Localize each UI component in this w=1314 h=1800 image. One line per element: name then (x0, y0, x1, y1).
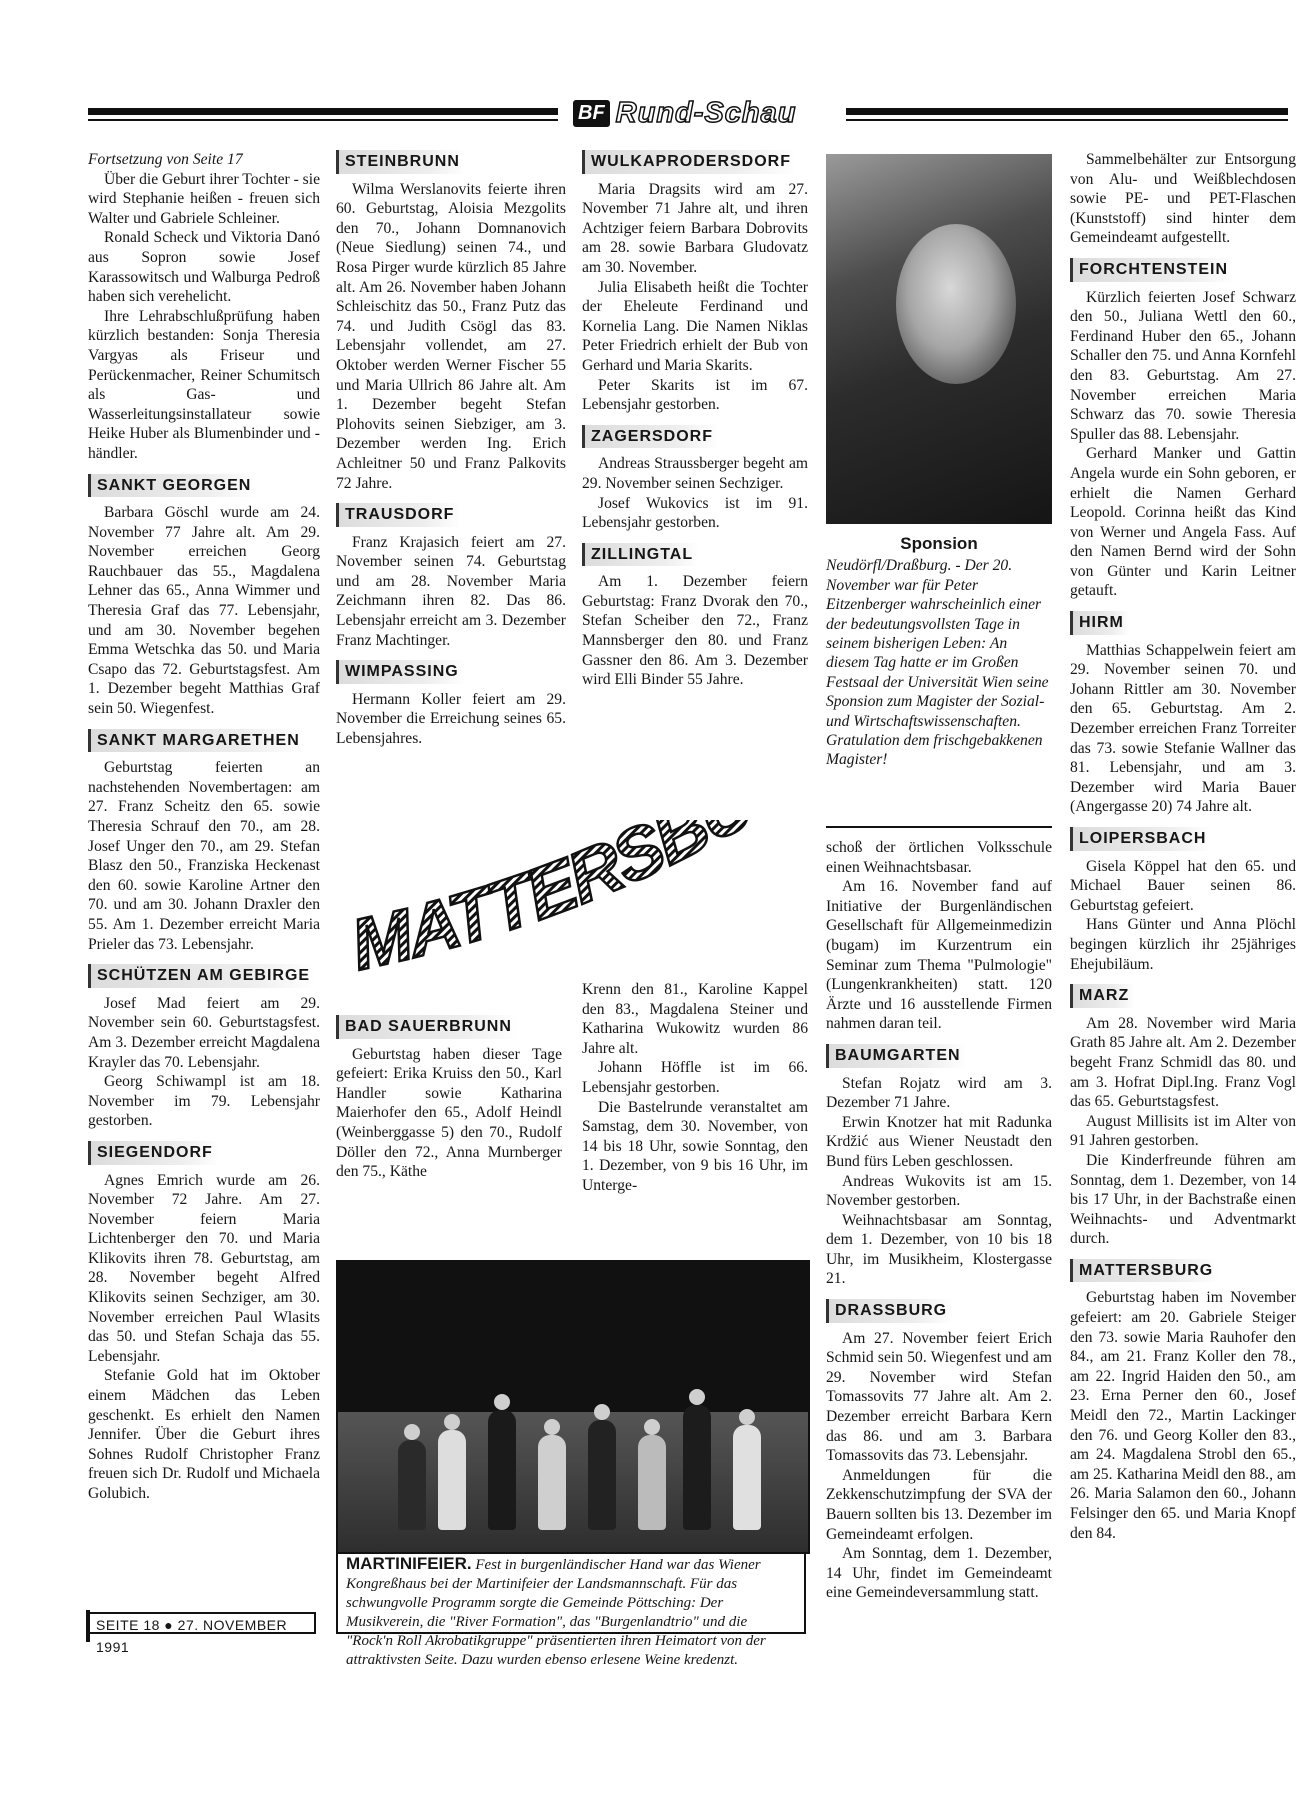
martinifeier-photo (336, 1260, 810, 1554)
article-paragraph: Am 1. Dezember feiern Geburtstag: Franz Dvorak den 70., Stefan Scheiber den 72., Franz Mannsberger den 80. und Franz Gassner den 86. Am 3. Dezember wird Elli Binder 55 Jahre. (582, 573, 808, 689)
caption-title: MARTINIFEIER. (346, 1554, 472, 1573)
article-paragraph: Geburtstag haben im November gefeiert: am 20. Gabriele Steiger den 73. sowie Maria Rauhofer den 84., am 21. Franz Koller den 78., am 22. Ingrid Haiden den 50., am 23. Erna Perner den 60., Josef Meidl den 72., Martin Lackinger den 76. und Georg Koller den 83., am 24. Magdalena Strobl den 65., am 25. Katharina Meidl den 88., am 26. Maria Salamon den 60., Johann Felsinger den 65. und Maria Knopf den 84. (1070, 1289, 1296, 1542)
section-heading: FORCHTENSTEIN (1070, 258, 1234, 282)
rundschau-logo (573, 96, 796, 130)
bf-logo: BF (573, 100, 610, 127)
section-heading: STEINBRUNN (336, 150, 466, 174)
section-heading: DRASSBURG (826, 1299, 953, 1323)
article-paragraph: Josef Wukovics ist im 91. Lebensjahr gestorben. (582, 494, 808, 532)
portrait-photo (826, 154, 1052, 524)
divider-rule (826, 826, 1052, 828)
photo-caption (336, 1552, 806, 1668)
dancer-figure (438, 1430, 466, 1530)
article-paragraph: Julia Elisabeth heißt die Tochter der Eheleute Ferdinand und Kornelia Lang. Die Namen Niklas Peter Friedrich erhielt der Bub von Gerhard und Maria Skarits. (582, 278, 808, 374)
article-paragraph: Barbara Göschl wurde am 24. November 77 Jahre alt. Am 29. November erreichen Georg Rauchbauer das 55., Magdalena Lehner das 65., Anna Wimmer und Theresia Graf das 77. Lebensjahr, und am 30. November begehen Emma Wetschka das 50. und Maria Csapo das 72. Geburtstagsfest. Am 1. Dezember begeht Matthias Graf sein 50. Wiegenfest. (88, 504, 320, 718)
article-paragraph: Am 27. November feiert Erich Schmid sein 50. Wiegenfest und am 29. November wird Stefan Tomassovits 77 Jahre alt. Am 2. Dezember erreicht Barbara Kern das 86. und am 3. Barbara Tomassovits das 73. Lebensjahr. (826, 1329, 1052, 1465)
article-paragraph: Johann Höffle ist im 66. Lebensjahr gestorben. (582, 1059, 808, 1096)
article-paragraph: Gisela Köppel hat den 65. und Michael Bauer seinen 86. Geburtstag gefeiert. (1070, 857, 1296, 914)
mattersburg-banner (338, 820, 758, 1000)
section-heading: BAUMGARTEN (826, 1044, 967, 1068)
section-heading: ZAGERSDORF (582, 425, 719, 449)
dancer-figure (683, 1405, 711, 1530)
article-paragraph: Wilma Werslanovits feierte ihren 60. Geburtstag, Aloisia Mezgolits den 70., Johann Domnanovich (Neue Siedlung) seinen 74., und Rosa Pirger wurde kürzlich 85 Jahre alt. Am 26. November haben Johann Schleischitz das 50., Franz Putz das 74. und Judith Csögl das 83. Lebensjahr vollendet, am 27. Oktober werden Werner Fischer 55 und Maria Ullrich 86 Jahre alt. Am 1. Dezember begeht Stefan Plohovits seinen Siebziger, am 3. Dezember werden Ing. Erich Achleitner 50 und Franz Palkovits 72 Jahre. (336, 180, 566, 492)
article-paragraph: Anmeldungen für die Zekkenschutzimpfung der SVA der Bauern sollten bis 13. Dezember im Gemeindeamt erfolgen. (826, 1466, 1052, 1543)
sponsion-title: Sponsion (900, 534, 978, 553)
section-heading: SANKT MARGARETHEN (88, 729, 306, 753)
dancer-figure (488, 1410, 516, 1530)
dancer-figure (588, 1420, 616, 1530)
article-paragraph: Ihre Lehrabschlußprüfung haben kürzlich bestanden: Sonja Theresia Vargyas als Friseur und Perückenmacher, Reiner Schumitsch als Gas- und Wasserleitungsinstallateur sowie Heike Huber als Blumenbinder und -händler. (88, 307, 320, 462)
article-paragraph: Sammelbehälter zur Entsorgung von Alu- und Weißblechdosen sowie PE- und PET-Flaschen (Kunststoff) sind hinter dem Gemeindeamt aufgestellt. (1070, 151, 1296, 247)
article-paragraph: Josef Mad feiert am 29. November sein 60. Geburtstagsfest. Am 3. Dezember erreicht Magdalena Krayler das 70. Lebensjahr. (88, 994, 320, 1071)
section-heading: BAD SAUERBRUNN (336, 1015, 518, 1039)
column-3 (582, 150, 808, 690)
article-paragraph: Krenn den 81., Karoline Kappel den 83., Magdalena Steiner und Katharina Wukowitz wurden 86 Jahre alt. (582, 981, 808, 1057)
section-heading: HIRM (1070, 611, 1130, 635)
column-bad-sauerbrunn-2 (582, 980, 808, 1196)
dancer-figure (638, 1435, 666, 1530)
article-paragraph: Kürzlich feierten Josef Schwarz den 50., Juliana Wettl den 60., Ferdinand Huber den 65., Johann Schaller den 75. und Anna Kornfehl den 83. Geburtstag. Am 27. November erreichen Maria Schwarz das 70. sowie Theresia Spuller das 88. Lebensjahr. (1070, 288, 1296, 443)
article-paragraph: Die Bastelrunde veranstaltet am Samstag, dem 30. November, von 14 bis 18 Uhr, sowie Sonntag, den 1. Dezember, von 9 bis 16 Uhr, im Unterge- (582, 1098, 808, 1194)
article-paragraph: Hermann Koller feiert am 29. November die Erreichung seines 65. Lebensjahres. (336, 690, 566, 748)
article-paragraph: Geburtstag feierten an nachstehenden Novembertagen: am 27. Franz Scheitz den 65. sowie Theresia Schrauf den 70., am 28. Josef Unger den 70., am 29. Stefan Blasz den 50., Franziska Heckenast den 60. sowie Karoline Artner den 70. und am 30. Johann Draxler den 55. Am 1. Dezember erreicht Maria Prieler das 73. Lebensjahr. (88, 759, 320, 953)
article-paragraph: Erwin Knotzer hat mit Radunka Krdžić aus Wiener Neustadt den Bund fürs Leben geschlossen. (826, 1113, 1052, 1170)
header-rule-right (846, 108, 1288, 115)
section-heading: TRAUSDORF (336, 503, 460, 527)
section-heading: WULKAPRODERSDORF (582, 150, 797, 174)
article-paragraph: schoß der örtlichen Volksschule einen Weihnachtsbasar. (826, 839, 1052, 876)
column-1 (88, 150, 320, 1504)
mattersburg-banner-text: MATTERSB (344, 820, 721, 986)
article-paragraph: Ronald Scheck und Viktoria Danó aus Sopron sowie Josef Karassowitsch und Walburga Pedroß haben sich verehelicht. (88, 229, 320, 306)
continued-note: Fortsetzung von Seite 17 (88, 151, 243, 168)
caption-text: Fest in burgenländischer Hand war das Wiener Kongreßhaus bei der Martinifeier der Landsmannschaft. Für das schwungvolle Programm sorgte die Gemeinde Pöttsching: Der Musikverein, die "River Formation", das "Burgenlandtrio" und die "Rock'n Roll Akrobatikgruppe" präsentierten ihren Heimatort von der attraktivsten Seite. Dazu wurden ebenso erlesene Weine kredenzt. (346, 1557, 766, 1668)
article-paragraph: Gerhard Manker und Gattin Angela wurde ein Sohn geboren, er erhielt die Namen Gerhard Leopold. Corinna heißt das Kind von Werner und Angela Fass. Auf den Namen Bernd wird der Sohn von Günter und Karin Leitner getauft. (1070, 445, 1296, 600)
article-paragraph: Maria Dragsits wird am 27. November 71 Jahre alt, und ihren Achtziger feiern Barbara Dobrovits am 28. sowie Barbara Gludovatz am 30. November. (582, 180, 808, 276)
article-paragraph: Peter Skarits ist im 67. Lebensjahr gestorben. (582, 376, 808, 414)
page-footer: SEITE 18 ● 27. NOVEMBER 1991 (88, 1612, 316, 1634)
column-5 (1070, 150, 1296, 1543)
section-heading: LOIPERSBACH (1070, 827, 1212, 851)
section-heading: MATTERSBURG (1070, 1259, 1219, 1283)
article-paragraph: Die Kinderfreunde führen am Sonntag, dem 1. Dezember, von 14 bis 17 Uhr, in der Bachstraße einen Weihnachts- und Adventmarkt durch. (1070, 1151, 1296, 1248)
section-title: Rund-Schau (615, 96, 797, 129)
column-2 (336, 150, 566, 749)
article-paragraph: Über die Geburt ihrer Tochter - sie wird Stephanie heißen - freuen sich Walter und Gabriele Schleiner. (88, 170, 320, 227)
article-paragraph: Weihnachtsbasar am Sonntag, dem 1. Dezember, von 10 bis 18 Uhr, im Musikheim, Klostergasse 21. (826, 1211, 1052, 1288)
article-paragraph: Agnes Emrich wurde am 26. November 72 Jahre. Am 27. November feiern Maria Lichtenberger den 70. und Maria Klikovits ihren 78. Geburtstag, am 28. November begeht Alfred Klikovits seinen Sechziger, am 30. November erreichen Paul Wlasits das 50. und Stefan Schaja das 55. Lebensjahr. (88, 1171, 320, 1365)
sponsion-caption (826, 534, 1052, 770)
article-paragraph: August Millisits ist im Alter von 91 Jahren gestorben. (1070, 1112, 1296, 1150)
article-paragraph: Franz Krajasich feiert am 27. November seinen 74. Geburtstag und am 28. November Maria Zeichmann ihren 82. Das 86. Lebensjahr erreicht am 3. Dezember Franz Machtinger. (336, 533, 566, 649)
column-4 (826, 838, 1052, 1603)
article-paragraph: Stefanie Gold hat im Oktober einem Mädchen das Leben geschenkt. Es erhielt den Namen Jennifer. Über die Geburt ihres Sohnes Rudolf Christopher Franz freuen sich Dr. Rudolf und Michaela Golubich. (88, 1367, 320, 1502)
article-paragraph: Georg Schiwampl ist am 18. November im 79. Lebensjahr gestorben. (88, 1073, 320, 1130)
article-paragraph: Matthias Schappelwein feiert am 29. November seinen 70. und Johann Rittler am 30. November den 65. Geburtstag. Am 2. Dezember erreichen Franz Torreiter das 73. sowie Stefanie Wallner das 81. Lebensjahr, und am 3. Dezember wird Maria Bauer (Angergasse 20) 74 Jahre alt. (1070, 641, 1296, 816)
article-paragraph: Andreas Wukovits ist am 15. November gestorben. (826, 1172, 1052, 1210)
article-paragraph: Stefan Rojatz wird am 3. Dezember 71 Jahre. (826, 1074, 1052, 1112)
column-bad-sauerbrunn-1 (336, 1015, 562, 1182)
dancer-figure (538, 1435, 566, 1530)
page-header (88, 96, 1288, 130)
sponsion-place: Neudörfl/Draßburg. (826, 557, 952, 575)
mattersburg-banner-graphic (338, 820, 758, 1000)
section-heading: SIEGENDORF (88, 1141, 219, 1165)
header-rule-left (88, 108, 558, 115)
portrait-face (896, 224, 1016, 384)
sponsion-text: - Der 20. November war für Peter Eitzenberger wahrscheinlich einer der bedeutungsvollsten Tage in seinem bisherigen Leben: An diesem Tag hatte er im Großen Festsaal der Universität Wien seine Sponsion zum Magister der Sozial- und Wirtschaftswissenschaften. Gratulation dem frischgebakkenen Magister! (826, 557, 1049, 769)
article-paragraph: Hans Günter und Anna Plöchl begingen kürzlich ihr 25jähriges Ehejubiläum. (1070, 916, 1296, 973)
article-paragraph: Am Sonntag, dem 1. Dezember, 14 Uhr, findet im Gemeindeamt eine Gemeindeversammlung statt. (826, 1545, 1052, 1602)
article-paragraph: Am 16. November fand auf Initiative der Burgenländischen Gesellschaft für Allgemeinmedizin (bugam) im Kurzentrum ein Seminar zum Thema "Pulmologie" (Lungenkrankheiten) statt. 120 Ärzte und 16 ausstellende Firmen nahmen daran teil. (826, 878, 1052, 1033)
section-heading: ZILLINGTAL (582, 543, 699, 567)
section-heading: MARZ (1070, 984, 1135, 1008)
article-paragraph: Am 28. November wird Maria Grath 85 Jahre alt. Am 2. Dezember begeht Franz Schmidl das 80. und am 3. Hofrat Dipl.Ing. Franz Vogl das 65. Geburtstagsfest. (1070, 1014, 1296, 1111)
section-heading: SCHÜTZEN AM GEBIRGE (88, 964, 316, 988)
section-heading: SANKT GEORGEN (88, 474, 257, 498)
section-heading: WIMPASSING (336, 660, 465, 684)
article-paragraph: Andreas Straussberger begeht am 29. November seinen Sechziger. (582, 455, 808, 492)
dancer-figure (733, 1425, 761, 1530)
dancer-figure (398, 1440, 426, 1530)
article-paragraph: Geburtstag haben dieser Tage gefeiert: Erika Kruiss den 50., Karl Handler sowie Katharina Maierhofer den 65., Adolf Heindl (Weinberggasse 5) den 70., Rudolf Döller den 72., Anna Murnberger den 75., Käthe (336, 1045, 562, 1181)
